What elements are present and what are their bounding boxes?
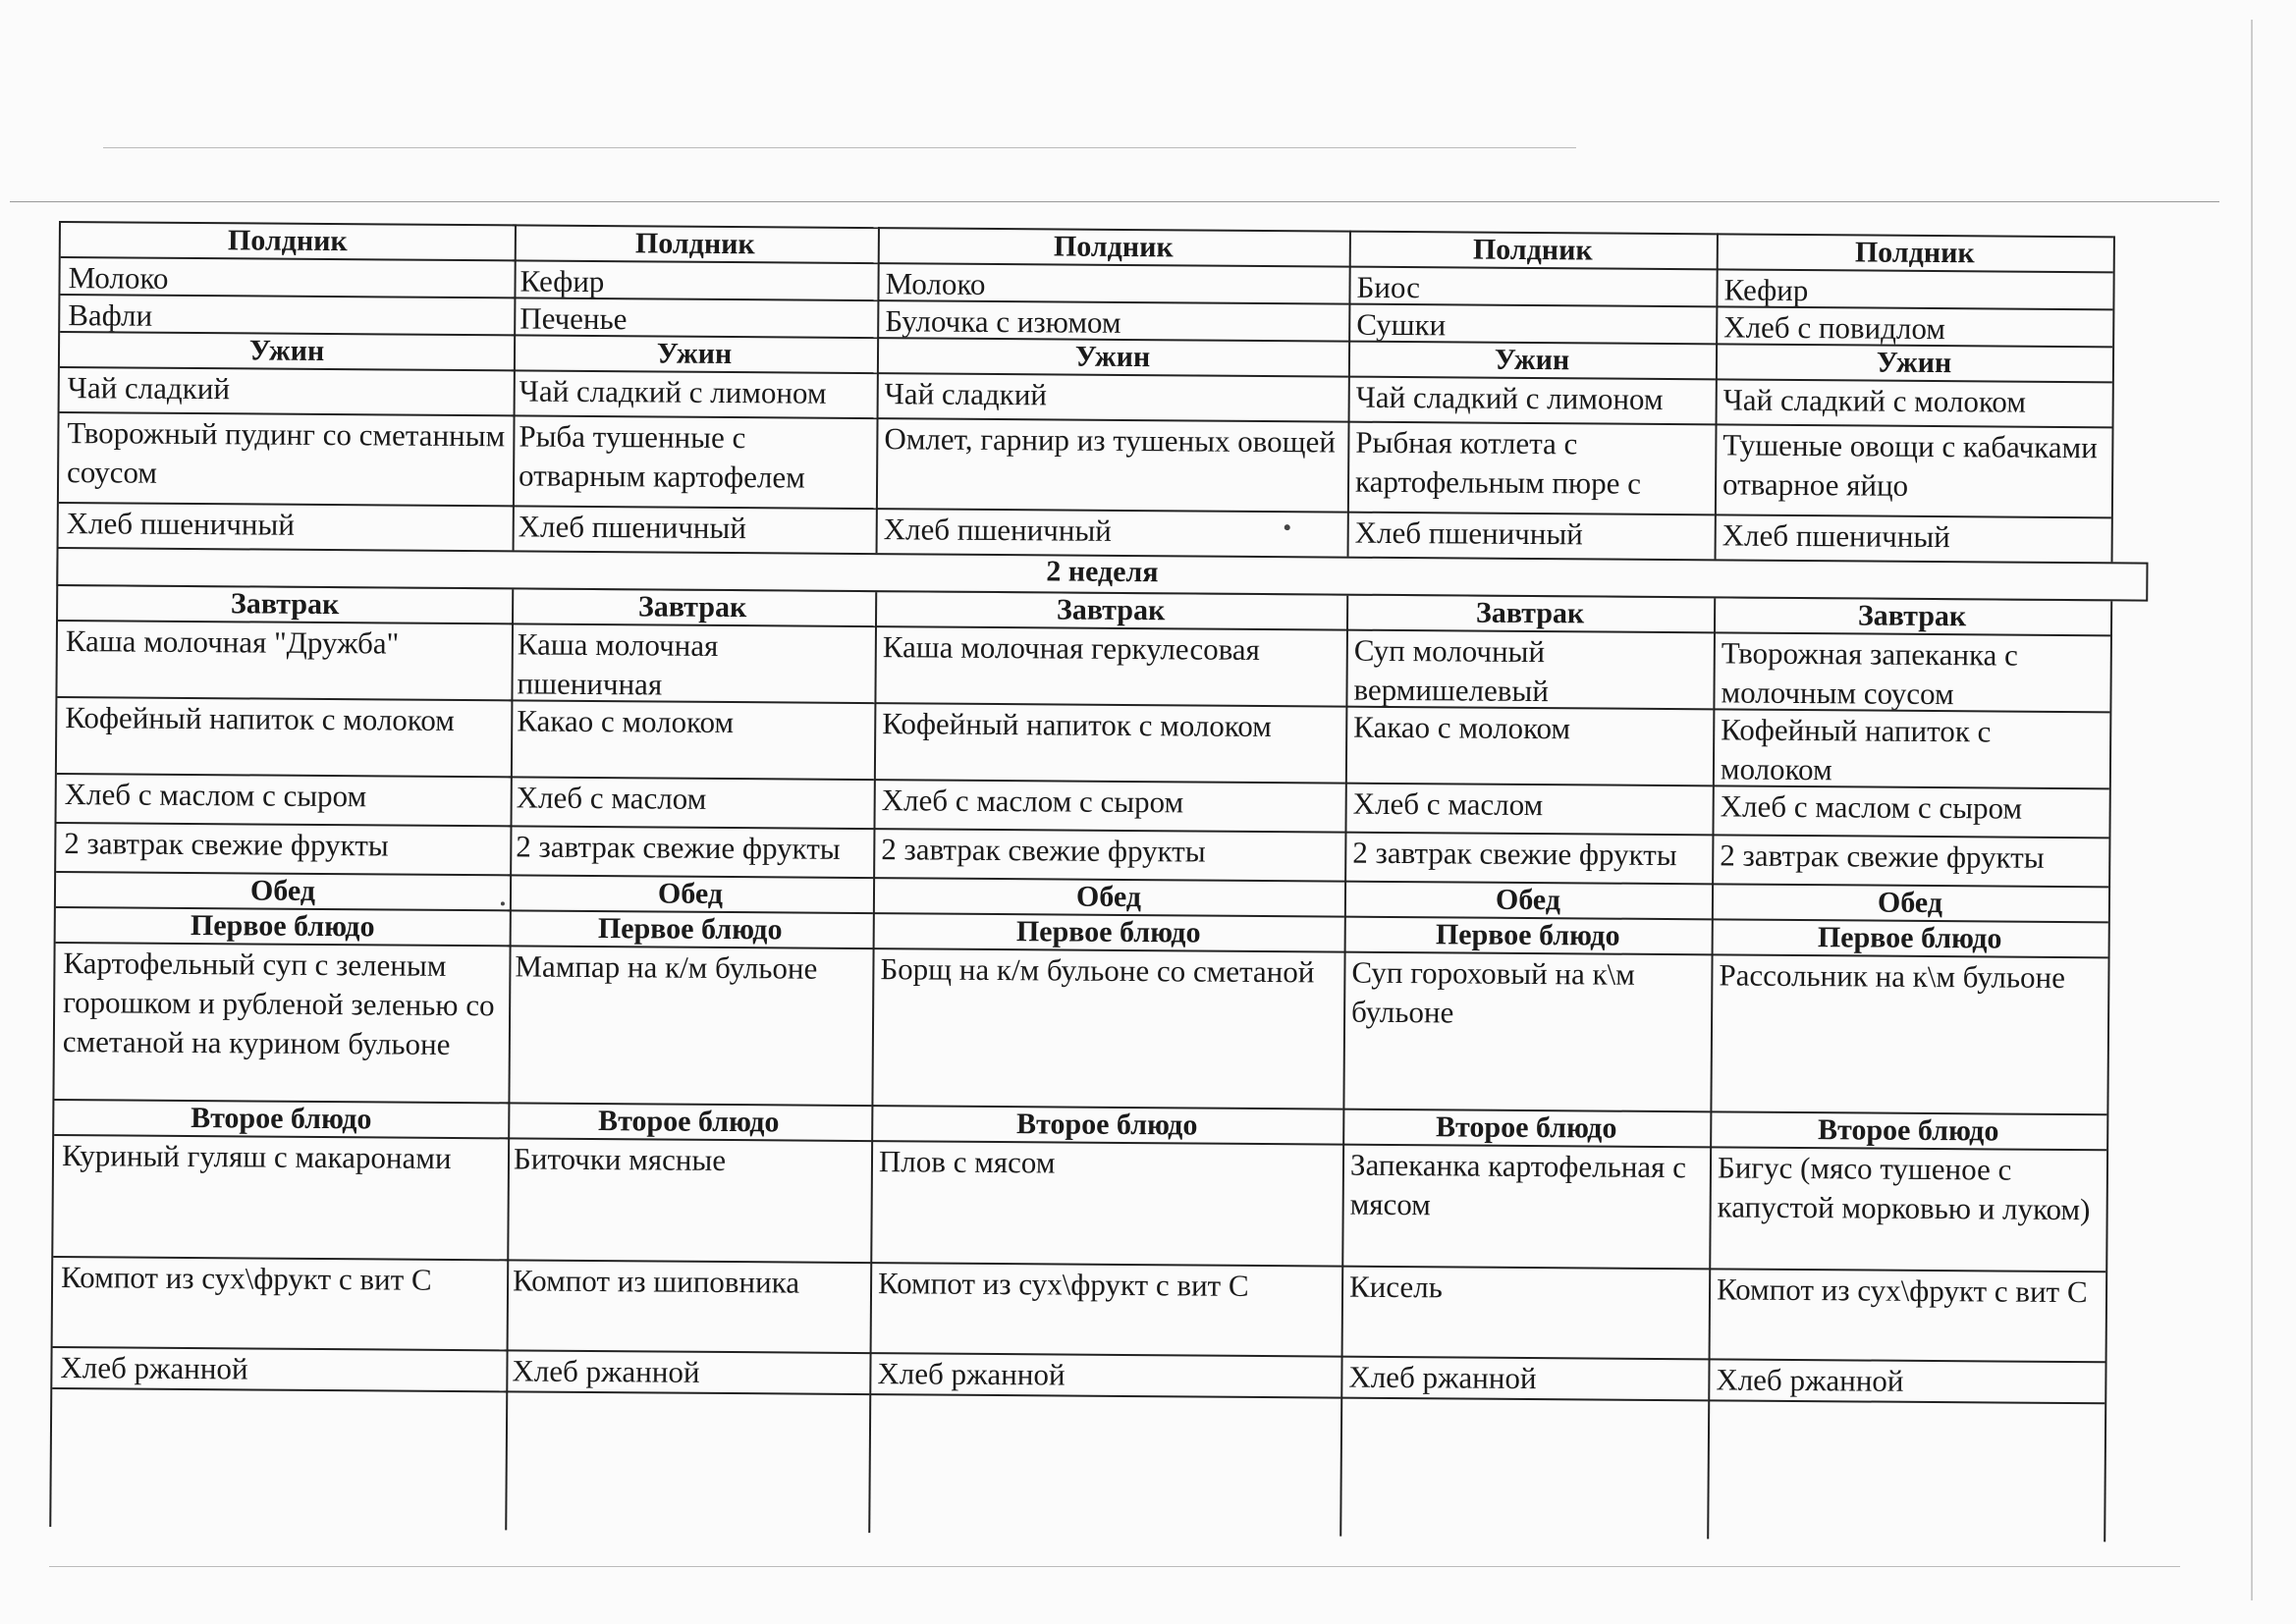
- lunch-heading: Обед: [508, 874, 873, 912]
- breakfast-item: Какао с молоком: [1345, 706, 1714, 785]
- snack-heading: Полдник: [1717, 233, 2113, 271]
- snack-item: Вафли: [60, 294, 514, 334]
- second-course-item: Хлеб ржанной: [869, 1352, 1340, 1399]
- breakfast-item: Кофейный напиток с молоком: [1713, 708, 2110, 787]
- day-column-4: [1339, 231, 1719, 1540]
- first-course-heading: Первое блюдо: [56, 906, 510, 945]
- scan-edge-right: [2251, 20, 2253, 1600]
- snack-heading: Полдник: [513, 224, 878, 262]
- first-course-item: Борщ на к/м бульоне со сметаной: [871, 947, 1343, 1109]
- lunch-heading: Обед: [1712, 883, 2108, 921]
- scan-line-second: [10, 201, 2219, 202]
- dinner-item: Чай сладкий с лимоном: [1348, 376, 1716, 424]
- scan-line-bottom: [49, 1566, 2180, 1567]
- breakfast-item: 2 завтрак свежие фрукты: [873, 828, 1344, 881]
- second-course-heading: Второе блюдо: [506, 1102, 871, 1140]
- breakfast-item: Хлеб с маслом с сыром: [873, 779, 1344, 832]
- dinner-item: Чай сладкий с молоком: [1716, 378, 2112, 426]
- lunch-heading: Обед: [56, 871, 510, 909]
- breakfast-heading: Завтрак: [1346, 594, 1714, 632]
- second-course-item: Компот из сух\фрукт с вит С: [1709, 1268, 2106, 1361]
- breakfast-item: 2 завтрак свежие фрукты: [508, 825, 873, 877]
- breakfast-item: Хлеб с маслом с сыром: [1712, 785, 2108, 837]
- dinner-item: Хлеб пшеничный: [59, 502, 513, 550]
- snack-item: Кефир: [512, 259, 877, 299]
- second-course-item: Компот из сух\фрукт с вит С: [870, 1262, 1342, 1356]
- menu-table: [49, 221, 2151, 1543]
- second-course-item: Плов с мясом: [870, 1140, 1342, 1266]
- dinner-heading: Ужин: [512, 334, 877, 372]
- breakfast-heading: Завтрак: [1714, 596, 2110, 634]
- second-course-heading: Второе блюдо: [1342, 1109, 1710, 1147]
- dinner-heading: Ужин: [877, 337, 1348, 376]
- second-course-item: Компот из шиповника: [505, 1259, 871, 1352]
- scan-speck: [501, 901, 505, 905]
- first-course-item: Рассольник на к\м бульоне: [1710, 953, 2107, 1113]
- second-course-heading: Второе блюдо: [871, 1105, 1342, 1144]
- breakfast-heading: Завтрак: [875, 590, 1346, 629]
- second-course-item: Бигус (мясо тушеное с капустой морковью и луком): [1709, 1146, 2106, 1271]
- second-course-item: Компот из сух\фрукт с вит С: [53, 1256, 508, 1349]
- day-column-1: [49, 221, 517, 1530]
- first-course-item: Суп гороховый на к\м бульоне: [1342, 951, 1711, 1111]
- week-label: 2 неделя: [56, 547, 2148, 602]
- breakfast-item: Каша молочная геркулесовая: [874, 625, 1346, 706]
- first-course-item: Картофельный суп с зеленым горошком и рубленой зеленью со сметаной на курином бульоне: [54, 942, 509, 1102]
- dinner-item: Рыба тушенные с отварным картофелем: [511, 414, 877, 508]
- snack-item: Молоко: [877, 262, 1348, 303]
- breakfast-item: Каша молочная пшеничная: [509, 623, 875, 702]
- second-course-item: Запеканка картофельная с мясом: [1341, 1144, 1710, 1269]
- snack-item: Булочка с изюмом: [877, 299, 1348, 341]
- breakfast-item: Кофейный напиток с молоком: [874, 702, 1346, 783]
- first-course-heading: Первое блюдо: [873, 912, 1344, 951]
- scan-line-top: [103, 147, 1576, 148]
- snack-heading: Полдник: [1349, 231, 1717, 269]
- second-course-heading: Второе блюдо: [54, 1099, 508, 1137]
- second-course-item: Хлеб ржанной: [1340, 1356, 1708, 1402]
- dinner-item: Хлеб пшеничный: [511, 505, 876, 553]
- snack-item: Биос: [1348, 266, 1716, 306]
- dinner-item: Чай сладкий: [877, 372, 1348, 421]
- breakfast-item: 2 завтрак свежие фрукты: [1712, 834, 2108, 886]
- dinner-heading: Ужин: [60, 331, 514, 369]
- day-column-2: [503, 224, 880, 1533]
- dinner-item: Хлеб пшеничный: [1347, 512, 1715, 560]
- breakfast-item: Суп молочный вермишелевый: [1345, 629, 1714, 709]
- dinner-item: Творожный пудинг со сметанным соусом: [59, 411, 514, 505]
- breakfast-item: Какао с молоком: [509, 699, 875, 779]
- dinner-item: Тушеные овощи с кабачками отварное яйцо: [1715, 423, 2112, 516]
- scan-speck: [1285, 524, 1290, 530]
- snack-item: Печенье: [512, 297, 877, 337]
- second-course-item: Кисель: [1341, 1266, 1710, 1359]
- breakfast-item: Творожная запеканка с молочным соусом: [1713, 631, 2110, 711]
- dinner-item: Чай сладкий: [60, 366, 514, 414]
- dinner-heading: Ужин: [1348, 341, 1716, 379]
- first-course-item: Мампар на к/м бульоне: [506, 945, 872, 1105]
- dinner-item: Омлет, гарнир из тушеных овощей: [876, 417, 1348, 512]
- second-course-item: Куриный гуляш с макаронами: [53, 1134, 508, 1259]
- second-course-item: Хлеб ржанной: [1708, 1358, 2105, 1404]
- first-course-heading: Первое блюдо: [1712, 918, 2108, 956]
- dinner-heading: Ужин: [1716, 343, 2112, 381]
- dinner-item: Хлеб пшеничный: [876, 508, 1347, 557]
- breakfast-item: Каша молочная "Дружба": [57, 620, 512, 699]
- snack-item: Молоко: [60, 256, 514, 297]
- breakfast-item: Хлеб с маслом: [1344, 783, 1712, 835]
- dinner-item: Хлеб пшеничный: [1715, 514, 2111, 562]
- second-course-item: Биточки мясные: [505, 1137, 871, 1262]
- breakfast-heading: Завтрак: [58, 584, 512, 623]
- dinner-item: Чай сладкий с лимоном: [512, 369, 877, 417]
- second-course-heading: Второе блюдо: [1710, 1110, 2106, 1149]
- breakfast-item: 2 завтрак свежие фрукты: [1344, 832, 1712, 884]
- breakfast-item: Хлеб с маслом с сыром: [57, 773, 511, 825]
- first-course-heading: Первое блюдо: [508, 909, 873, 947]
- breakfast-item: Хлеб с маслом: [509, 776, 874, 828]
- dinner-item: Рыбная котлета с картофельным пюре с: [1347, 421, 1716, 514]
- second-course-item: Хлеб ржанной: [504, 1349, 869, 1395]
- snack-item: Хлеб с повидлом: [1716, 305, 2112, 346]
- lunch-heading: Обед: [873, 877, 1344, 916]
- snack-item: Сушки: [1348, 303, 1716, 344]
- breakfast-item: Кофейный напиток с молоком: [57, 696, 512, 776]
- breakfast-heading: Завтрак: [510, 587, 875, 625]
- day-column-5: [1707, 233, 2115, 1542]
- second-course-item: Хлеб ржанной: [52, 1346, 506, 1392]
- snack-heading: Полдник: [61, 221, 515, 259]
- lunch-heading: Обед: [1344, 881, 1712, 919]
- day-column-3: [868, 227, 1351, 1536]
- first-course-heading: Первое блюдо: [1344, 916, 1712, 954]
- snack-item: Кефир: [1716, 268, 2112, 308]
- breakfast-item: 2 завтрак свежие фрукты: [56, 822, 510, 874]
- snack-heading: Полдник: [878, 227, 1349, 266]
